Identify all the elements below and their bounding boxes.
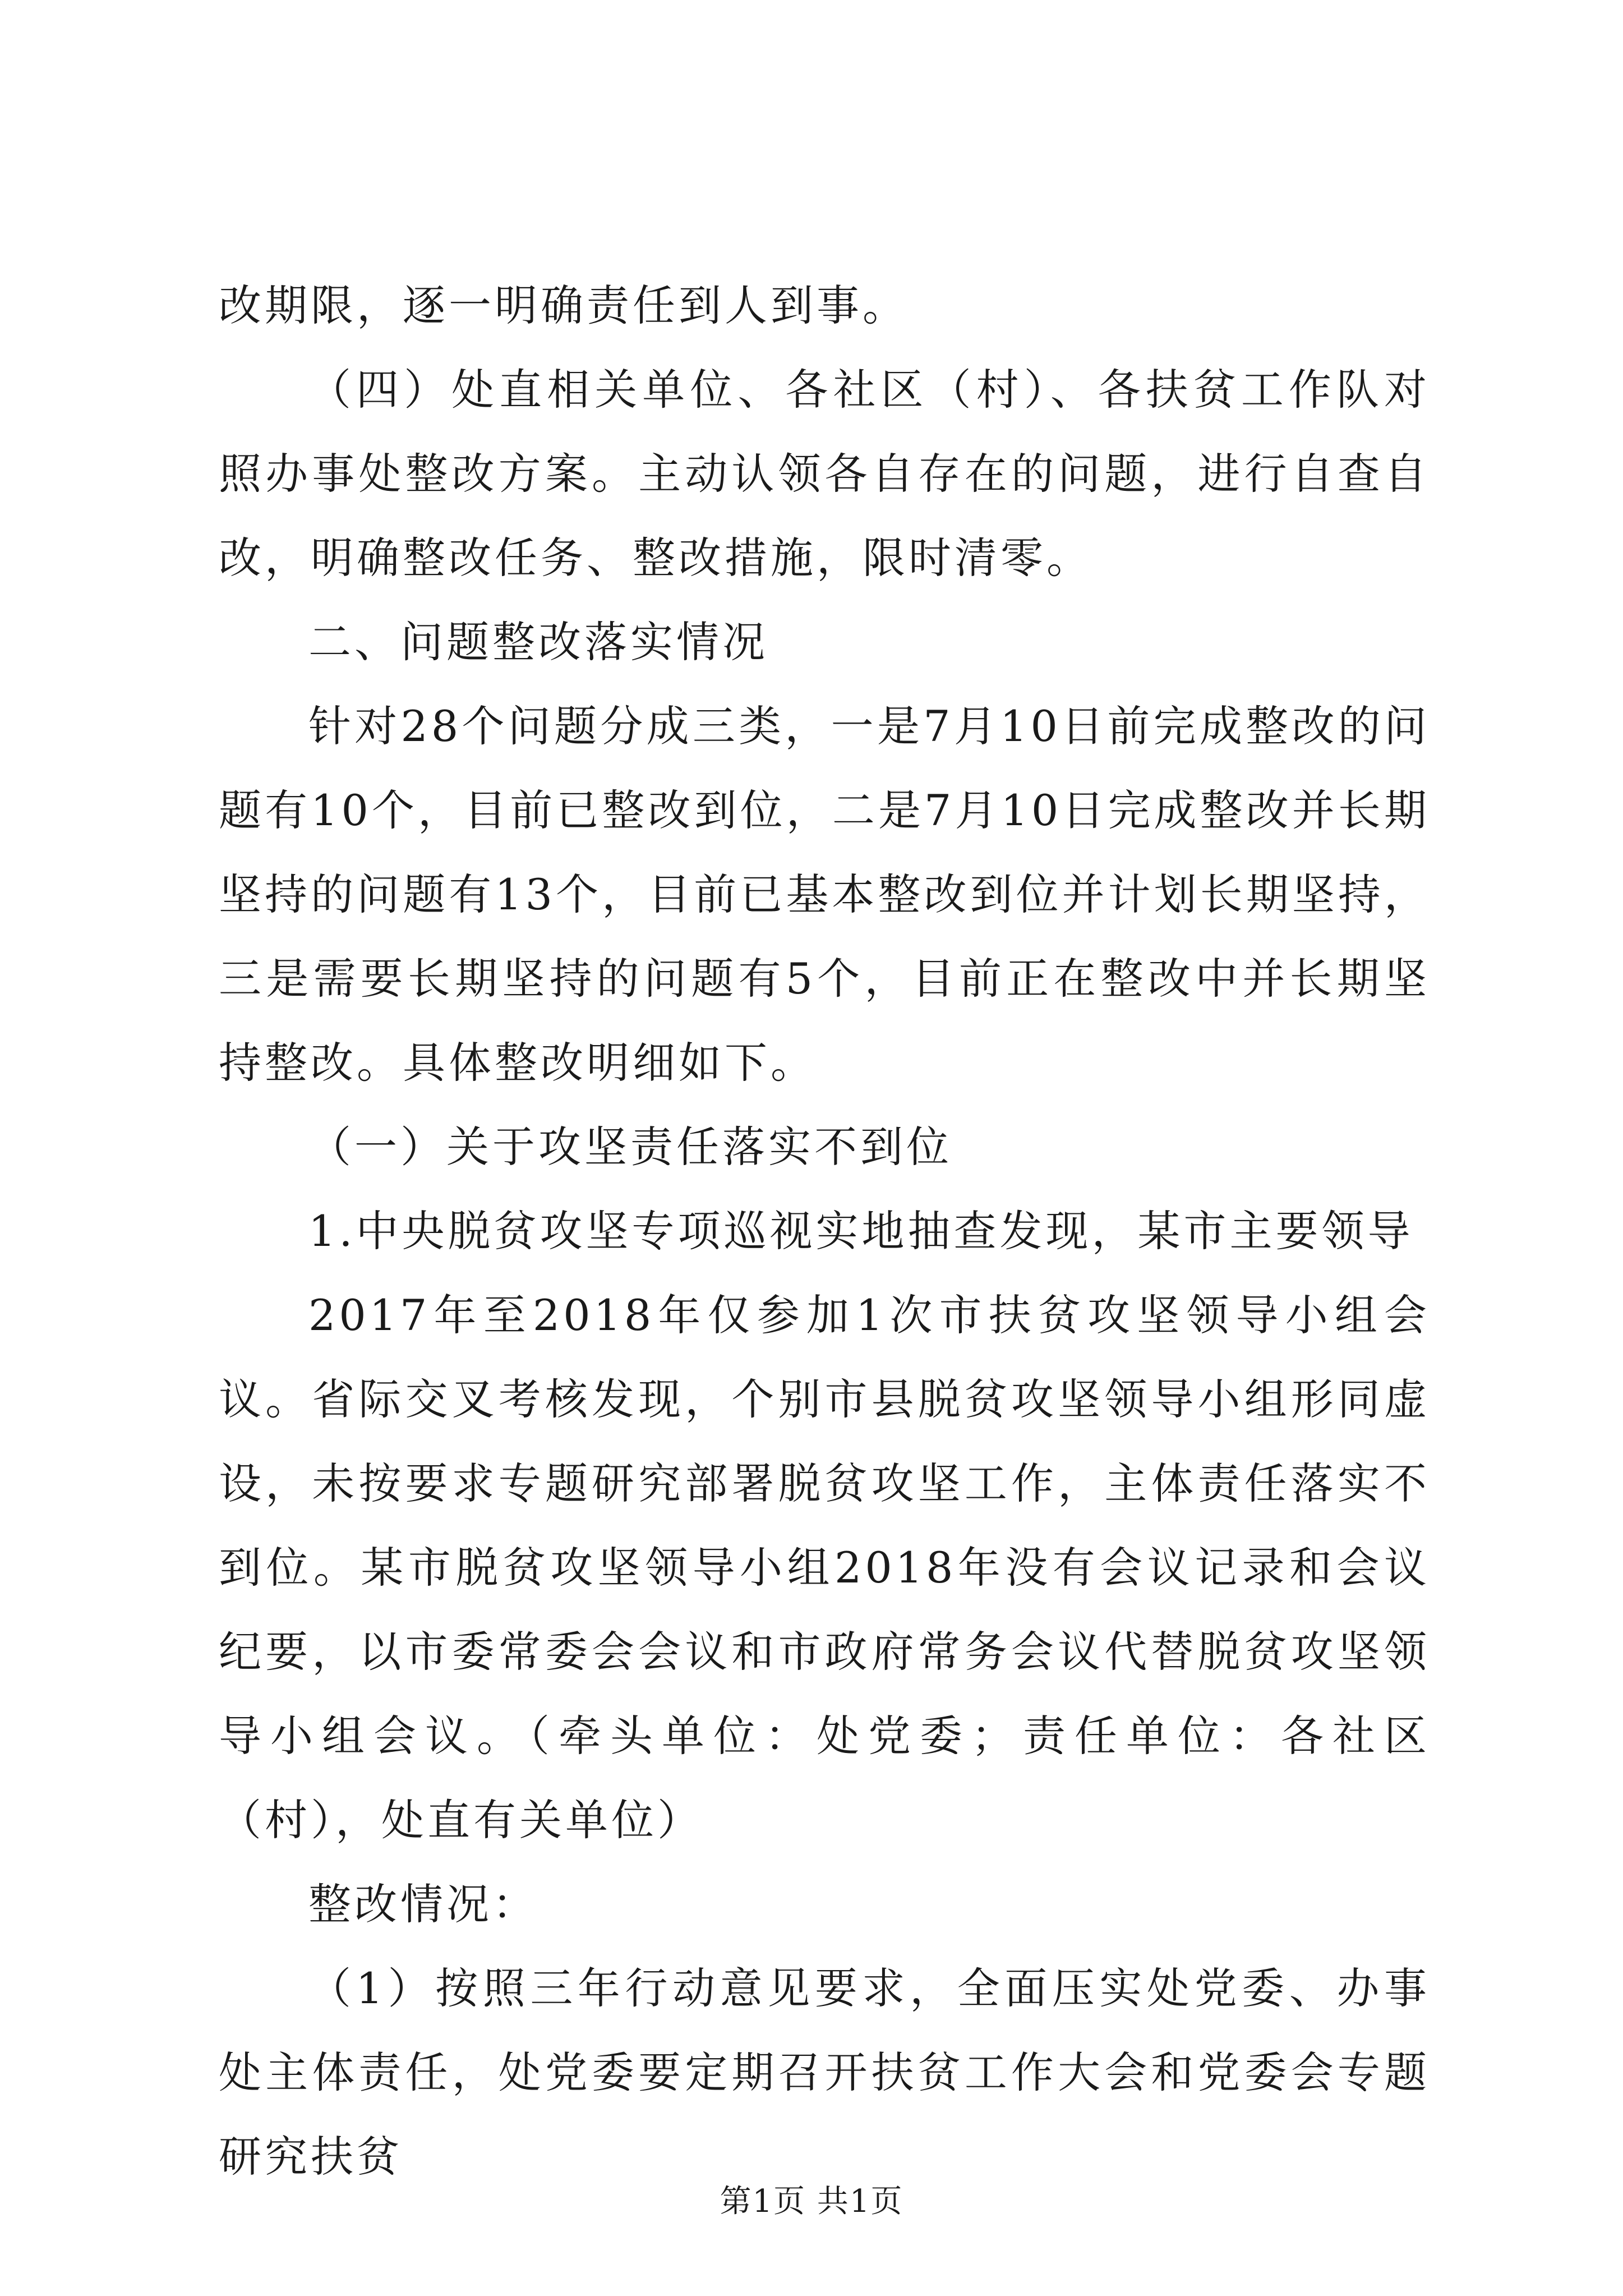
paragraph-rectification-one: （1）按照三年行动意见要求，全面压实处党委、办事处主体责任，处党委要定期召开扶贫工作大会和党委会专题研究扶贫 xyxy=(219,1963,1430,2182)
paragraph-item-one-detail: 2017年至2018年仅参加1次市扶贫攻坚领导小组会议。省际交叉考核发现，个别市县脱贫攻坚领导小组形同虚设，未按要求专题研究部署脱贫攻坚工作，主体责任落实不到位。某市脱贫攻坚领导小组2018年没有会议记录和会议纪要，以市委常委会会议和市政府常务会议代替脱贫攻坚领导小组会议。（牵头单位：处党委；责任单位：各社区（村），处直有关单位） xyxy=(219,1290,1430,1845)
paragraph-rectification-label: 整改情况： xyxy=(308,1879,538,1929)
document-body xyxy=(219,264,1430,2199)
paragraph-continuation: 改期限，逐一明确责任到人到事。 xyxy=(219,280,909,330)
subsection-heading: （一）关于攻坚责任落实不到位 xyxy=(308,1122,952,1172)
paragraph-summary: 针对28个问题分成三类，一是7月10日前完成整改的问题有10个，目前已整改到位，二是7月10日完成整改并长期坚持的问题有13个，目前已基本整改到位并计划长期坚持，三是需要长期坚持的问题有5个，目前正在整改中并长期坚持整改。具体整改明细如下。 xyxy=(219,701,1430,1088)
section-heading: 二、问题整改落实情况 xyxy=(308,617,768,667)
page-footer: 第1页 共1页 xyxy=(720,2183,903,2220)
paragraph-item-one: 1.中央脱贫攻坚专项巡视实地抽查发现，某市主要领导 xyxy=(308,1206,1414,1256)
paragraph-section-four: （四）处直相关单位、各社区（村）、各扶贫工作队对照办事处整改方案。主动认领各自存在的问题，进行自查自改，明确整改任务、整改措施，限时清零。 xyxy=(219,365,1430,583)
